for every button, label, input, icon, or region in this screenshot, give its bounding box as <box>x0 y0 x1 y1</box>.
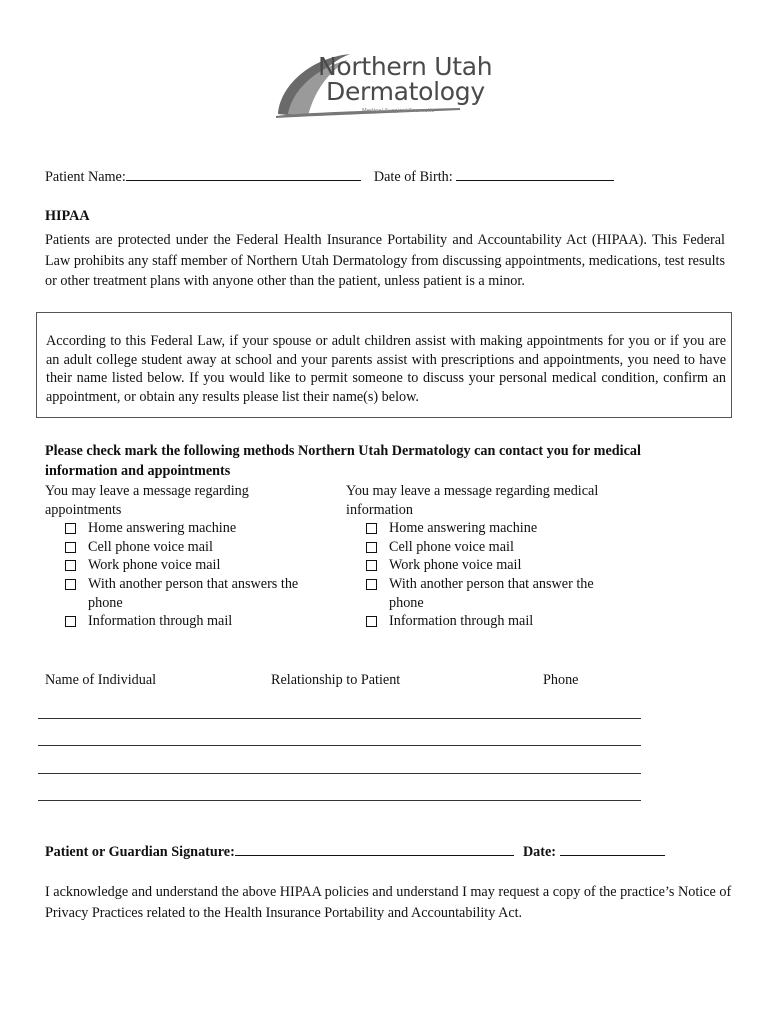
authorized-person-line[interactable] <box>38 745 641 746</box>
practice-logo <box>270 46 500 126</box>
checkbox[interactable] <box>65 579 76 590</box>
checkbox[interactable] <box>65 616 76 627</box>
list-item: With another person that answers the phone <box>65 575 335 612</box>
signature-date-field[interactable] <box>560 843 665 856</box>
list-item: With another person that answer the phone <box>366 575 636 612</box>
list-item: Cell phone voice mail <box>65 538 335 557</box>
notice-box <box>36 312 732 418</box>
dob-label: Date of Birth: <box>373 169 453 185</box>
notice-text: According to this Federal Law, if your spouse or adult children assist with making appointments for you or if you are an adult college student away at school and your parents assist with prescriptions and appointments, you need to have their name listed below. If you would like to permit someone to discuss your personal medical condition, confirm an appointment, or obtain any results please list their name(s) below. <box>46 333 726 406</box>
medical-intro: You may leave a message regarding medical information <box>346 483 599 518</box>
column-header-phone: Phone <box>543 672 579 688</box>
patient-name-field[interactable] <box>126 168 361 181</box>
patient-name-label: Patient Name: <box>45 169 126 185</box>
column-header-name: Name of Individual <box>45 672 157 688</box>
logo-line1: Northern Utah <box>318 52 493 81</box>
list-item: Information through mail <box>65 612 335 631</box>
hipaa-heading: HIPAA <box>45 208 90 224</box>
hipaa-paragraph: Patients are protected under the Federal Health Insurance Portability and Accountability Act (HIPAA). This Federal Law prohibits any staff member of Northern Utah Dermatology from discussing appointments, medications, test results or other treatment plans with anyone other than the patient, unless patient is a minor. <box>45 232 725 289</box>
column-header-relationship: Relationship to Patient <box>271 672 401 688</box>
authorized-person-line[interactable] <box>38 718 641 719</box>
signature-date-label: Date: <box>522 844 557 860</box>
list-item: Cell phone voice mail <box>366 538 636 557</box>
checkbox[interactable] <box>65 542 76 553</box>
signature-row <box>45 843 665 861</box>
patient-info-row <box>45 168 614 186</box>
authorized-person-line[interactable] <box>38 773 641 774</box>
list-item: Home answering machine <box>65 519 335 538</box>
checkbox[interactable] <box>366 560 377 571</box>
logo-line2: Dermatology <box>326 77 485 106</box>
dob-field[interactable] <box>456 168 614 181</box>
contact-methods-heading: Please check mark the following methods Northern Utah Dermatology can contact you for medical information and appointments <box>45 443 641 479</box>
acknowledgement-text: I acknowledge and understand the above HIPAA policies and understand I may request a copy of the practice’s Notice of Privacy Practices related to the Health Insurance Portability and Accountability Act. <box>45 884 732 921</box>
checkbox[interactable] <box>366 542 377 553</box>
logo-tagline: Medical Surgical Cosmetic <box>362 108 435 114</box>
list-item: Work phone voice mail <box>65 556 335 575</box>
checkbox[interactable] <box>366 523 377 534</box>
signature-label: Patient or Guardian Signature: <box>45 844 235 860</box>
checkbox[interactable] <box>366 579 377 590</box>
signature-field[interactable] <box>235 843 514 856</box>
authorized-person-line[interactable] <box>38 800 641 801</box>
list-item: Information through mail <box>366 612 636 631</box>
appointments-column <box>45 482 335 631</box>
list-item: Home answering machine <box>366 519 636 538</box>
appointments-intro: You may leave a message regarding appointments <box>45 483 249 518</box>
medical-column <box>346 482 636 631</box>
checkbox[interactable] <box>65 523 76 534</box>
checkbox[interactable] <box>366 616 377 627</box>
checkbox[interactable] <box>65 560 76 571</box>
list-item: Work phone voice mail <box>366 556 636 575</box>
